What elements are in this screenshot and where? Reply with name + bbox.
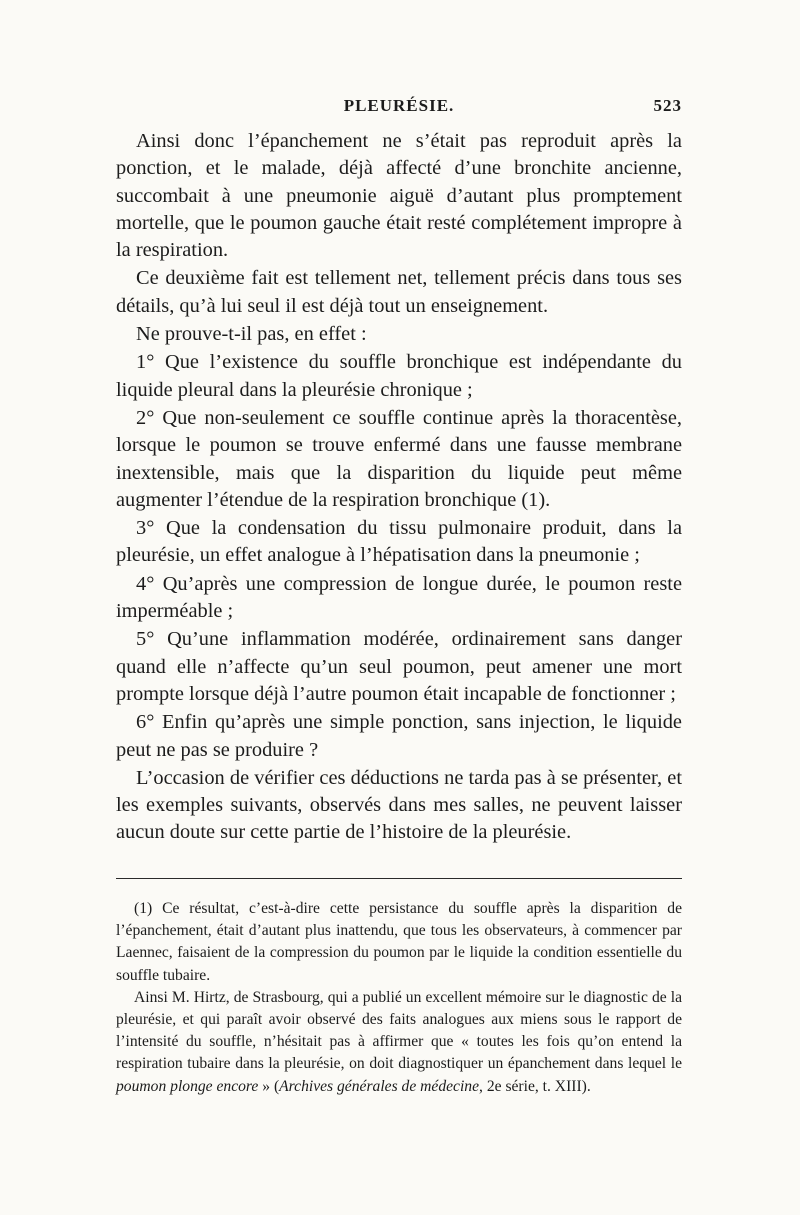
footnote-quote-italic: poumon plonge encore [116,1077,259,1095]
list-item-3: 3° Que la condensation du tissu pulmonaire produit, dans la pleurésie, un effet analogue à l’hépatisation dans la pneumonie ; [116,517,682,567]
list-item-1: 1° Que l’existence du souffle bronchique est indépendante du liquide pleural dans la pleurésie chronique ; [116,351,682,401]
footnote-quote-close: » ( [262,1077,280,1095]
footnotes [116,898,682,1098]
paragraph: L’occasion de vérifier ces déductions ne tarda pas à se présenter, et les exemples suivants, observés dans mes salles, ne peuvent laisser aucun doute sur cette partie de l’histoire de la pleurésie. [116,766,682,844]
paragraph: Ne prouve-t-il pas, en effet : [136,323,367,346]
page-number: 523 [653,96,682,115]
paragraph: Ce deuxième fait est tellement net, tellement précis dans tous ses détails, qu’à lui seul il est déjà tout un enseignement. [116,267,682,317]
footnote-citation-end: , 2e série, t. XIII). [479,1077,591,1095]
running-title: PLEURÉSIE. [343,96,455,115]
list-item-4: 4° Qu’après une compression de longue durée, le poumon reste imperméable ; [116,572,682,623]
list-item-2: 2° Que non-seulement ce souffle continue après la thoracentèse, lorsque le poumon se trouve enfermé dans une fausse membrane inextensible, mais que la disparition du liquide peut même augmenter l’étendue de la respiration bronchique (1). [116,406,682,511]
footnote-1: (1) Ce résultat, c’est-à-dire cette persistance du souffle après la disparition de l’épanchement, était d’autant plus inattendu, que tous les observateurs, à commencer par Laennec, faisaient de la compression du poumon par le liquide la condition essentielle du souffle tubaire. [116,900,682,984]
running-header [116,96,682,122]
list-item-6: 6° Enfin qu’après une simple ponction, sans injection, le liquide peut ne pas se produire ? [116,711,682,761]
footnote-text: Ainsi M. Hirtz, de Strasbourg, qui a publié un excellent mémoire sur le diagnostic de la pleurésie, et qui paraît avoir observé des faits analogues aux miens sous le rapport de l’intensité du souffle, n’hésitait pas à affirmer que « toutes les fois qu’on entend la respiration tubaire dans la pleurésie, on doit diagnostiquer un épanchement dans lequel le [116,988,682,1073]
main-text [116,128,682,847]
footnote-1-continued [116,987,682,1098]
paragraph: Ainsi donc l’épanchement ne s’était pas reproduit après la ponction, et le malade, déjà affecté d’une bronchite ancienne, succombait à une pneumonie aiguë d’autant plus promptement mortelle, que le poumon gauche était resté complétement impropre à la respiration. [116,130,682,262]
footnote-divider [116,878,682,879]
footnote-journal: Archives générales de médecine [279,1077,480,1095]
list-item-5: 5° Qu’une inflammation modérée, ordinairement sans danger quand elle n’affecte qu’un seul poumon, peut amener une mort prompte lorsque déjà l’autre poumon était incapable de fonctionner ; [116,628,682,705]
